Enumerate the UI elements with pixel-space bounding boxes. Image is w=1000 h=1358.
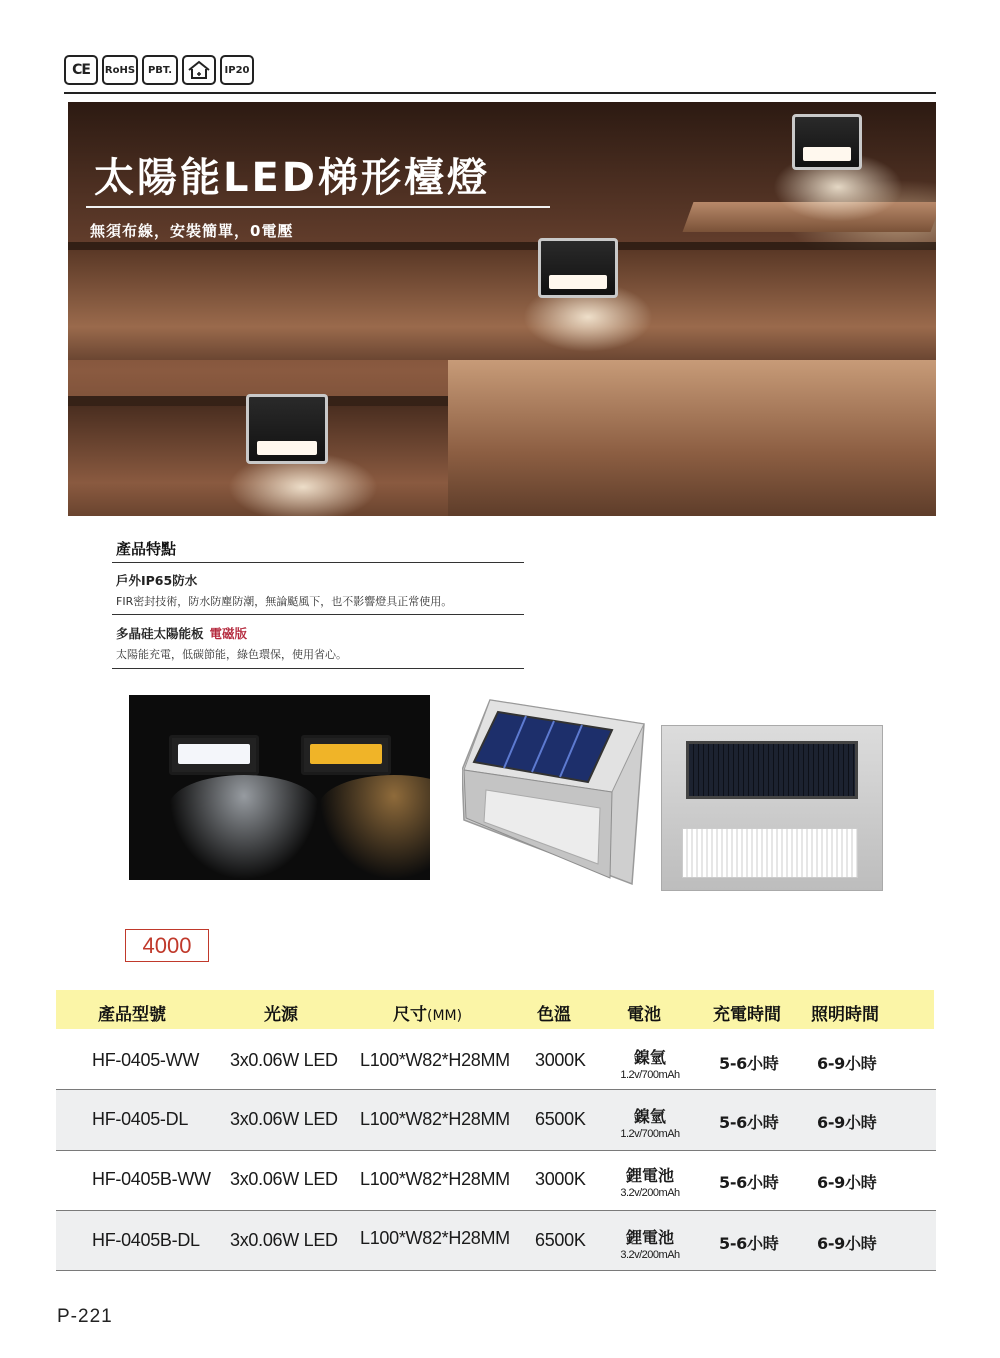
header-lighting-time: 照明時間 — [811, 1005, 879, 1025]
row-1-lighting-time: 6-9小時 — [817, 1054, 877, 1073]
row-4-battery-type: 鋰電池 — [625, 1228, 674, 1247]
row-4-charge-time: 5-6小時 — [719, 1234, 779, 1253]
spec-table-header — [56, 990, 934, 1029]
row-1-color-temp: 3000K — [535, 1050, 586, 1070]
features-title: 產品特點 — [116, 540, 177, 558]
row-1-size: L100*W82*H28MM — [360, 1050, 510, 1070]
row-3-light-source: 3x0.06W LED — [230, 1169, 338, 1189]
ce-mark: CE — [64, 55, 98, 85]
row-4-lighting-time: 6-9小時 — [817, 1234, 877, 1253]
header-battery: 電池 — [627, 1005, 661, 1025]
row-2-battery — [605, 1104, 695, 1140]
row-2-model: HF-0405-DL — [92, 1109, 189, 1129]
warm-white-lamp — [301, 735, 391, 775]
ip20-mark: IP20 — [220, 55, 254, 85]
header-divider — [64, 92, 936, 94]
row-3-model: HF-0405B-WW — [92, 1169, 211, 1189]
header-light-source: 光源 — [264, 1005, 298, 1025]
hero-banner — [68, 102, 936, 516]
row-3-battery-spec: 3.2v/200mAh — [620, 1187, 680, 1199]
pbt-mark: PBT. — [142, 55, 178, 85]
warm-light-beam — [319, 775, 430, 880]
certification-badges — [64, 55, 254, 87]
row-1-light-source: 3x0.06W LED — [230, 1050, 338, 1070]
led-diffuser — [682, 828, 858, 878]
feature-heading-2-text: 多晶硅太陽能板 — [116, 626, 204, 641]
row-3-size: L100*W82*H28MM — [360, 1169, 510, 1189]
row-2-charge-time: 5-6小時 — [719, 1113, 779, 1132]
feature-divider-2 — [112, 668, 524, 669]
solar-panel — [686, 741, 858, 799]
row-2-size: L100*W82*H28MM — [360, 1109, 510, 1129]
stair-step-lower — [448, 360, 936, 516]
row-4-model: HF-0405B-DL — [92, 1230, 200, 1250]
row-2-lighting-time: 6-9小時 — [817, 1113, 877, 1132]
page-number: P-221 — [57, 1306, 113, 1327]
row-4-color-temp: 6500K — [535, 1230, 586, 1250]
feature-heading-1: 戶外IP65防水 — [116, 573, 198, 588]
white-light-beam — [169, 775, 319, 880]
row-1-battery — [605, 1045, 695, 1081]
features-divider — [112, 562, 524, 563]
row-2-light-source: 3x0.06W LED — [230, 1109, 338, 1129]
header-model: 產品型號 — [98, 1005, 166, 1025]
row-4-light-source: 3x0.06W LED — [230, 1230, 338, 1250]
row-3-charge-time: 5-6小時 — [719, 1173, 779, 1192]
hero-subtitle: 無須布線，安裝簡單，0電壓 — [90, 222, 294, 240]
feature-description-2: 太陽能充電，低碳節能，綠色環保，使用省心。 — [116, 648, 347, 661]
row-3-battery-type: 鋰電池 — [625, 1166, 674, 1185]
header-size — [393, 1000, 462, 1025]
row-2-battery-spec: 1.2v/700mAh — [620, 1128, 680, 1140]
header-charge-time: 充電時間 — [713, 1005, 781, 1025]
row-1-battery-type: 鎳氫 — [633, 1048, 666, 1067]
stair-step-middle — [68, 250, 936, 360]
row-4-battery — [605, 1225, 695, 1261]
row-2-color-temp: 6500K — [535, 1109, 586, 1129]
solar-lamp-1 — [792, 114, 862, 170]
row-3-lighting-time: 6-9小時 — [817, 1173, 877, 1192]
product-photo-night — [129, 695, 430, 880]
header-size-label: 尺寸 — [393, 1005, 427, 1025]
feature-divider-1 — [112, 614, 524, 615]
hero-divider — [86, 206, 550, 208]
row-2-battery-type: 鎳氫 — [633, 1107, 666, 1126]
daylight-lamp — [169, 735, 259, 775]
price-tag: 4000 — [125, 929, 209, 962]
rohs-mark: RoHS — [102, 55, 138, 85]
table-bottom-rule — [56, 1270, 936, 1271]
hero-title: 太陽能LED梯形檯燈 — [94, 155, 491, 201]
feature-heading-2 — [116, 624, 247, 642]
row-4-size: L100*W82*H28MM — [360, 1228, 510, 1248]
header-size-unit: (MM) — [427, 1008, 463, 1024]
row-1-charge-time: 5-6小時 — [719, 1054, 779, 1073]
stair-step-shadow-top — [68, 242, 936, 250]
solar-lamp-2 — [538, 238, 618, 298]
row-1-model: HF-0405-WW — [92, 1050, 200, 1070]
solar-lamp-3 — [246, 394, 328, 464]
row-3-color-temp: 3000K — [535, 1169, 586, 1189]
feature-description-1: FIR密封技術，防水防塵防潮，無論颳風下，也不影響燈具正常使用。 — [116, 595, 453, 608]
row-1-battery-spec: 1.2v/700mAh — [620, 1069, 680, 1081]
header-color-temp: 色溫 — [537, 1005, 571, 1025]
row-4-battery-spec: 3.2v/200mAh — [620, 1249, 680, 1261]
product-photo-angled — [462, 698, 646, 890]
indoor-house-icon — [182, 55, 216, 85]
row-3-battery — [605, 1163, 695, 1199]
product-photo-front — [661, 725, 883, 891]
feature-heading-2-accent: 電磁版 — [209, 626, 248, 641]
